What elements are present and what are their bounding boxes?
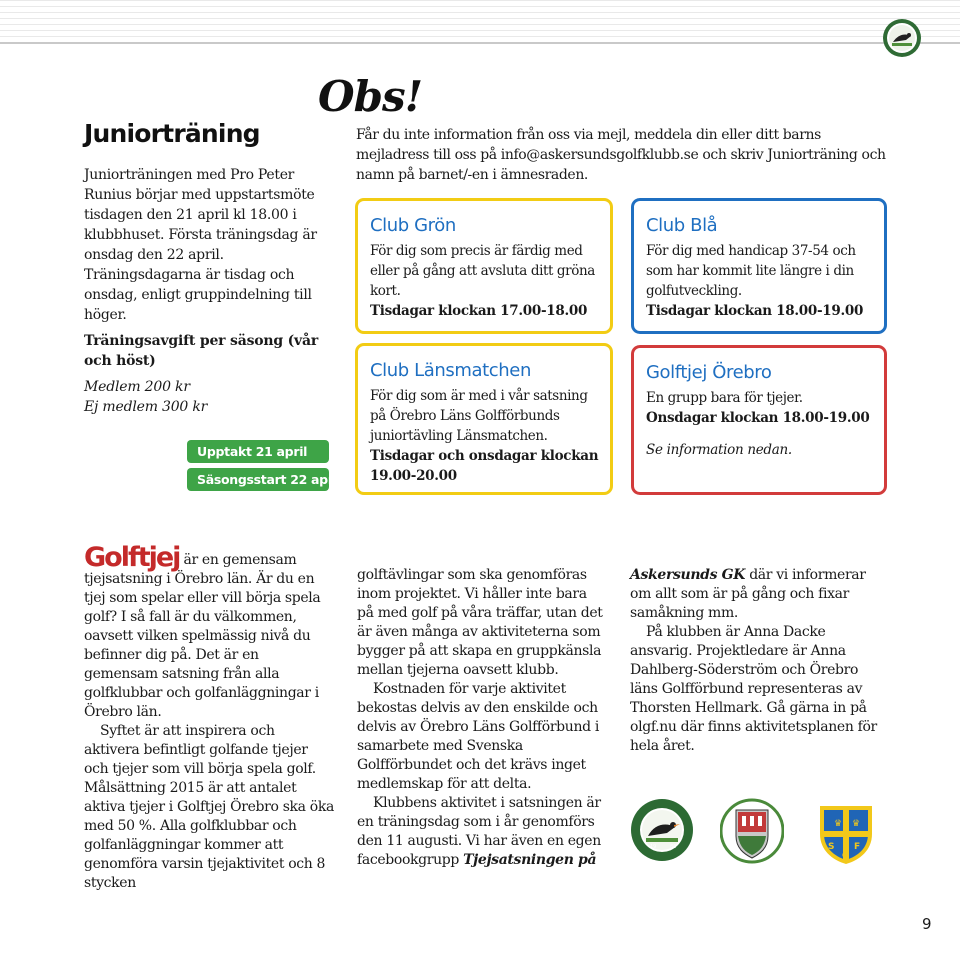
- club-lans-desc: För dig som är med i vår satsning på Örebro Läns Golfförbunds juniortävling Länsmatchen.: [370, 388, 588, 444]
- svg-text:♛: ♛: [852, 819, 861, 829]
- club-bla-title: Club Blå: [646, 215, 718, 236]
- article-column-1: [84, 542, 334, 893]
- fee-list: [84, 377, 207, 417]
- fee-member: Medlem 200 kr: [84, 379, 190, 395]
- fee-nonmember: Ej medlem 300 kr: [84, 399, 208, 415]
- obs-heading: Obs!: [318, 72, 423, 121]
- article-column-3: [630, 566, 885, 756]
- header-stripe: [0, 0, 960, 44]
- club-lans-box: [355, 343, 613, 495]
- club-lans-time: Tisdagar och onsdagar klockan 19.00-20.00: [370, 448, 599, 484]
- club-bla-time: Tisdagar klockan 18.00-19.00: [646, 303, 864, 319]
- season-start-badge: Säsongsstart 22 april: [187, 468, 329, 491]
- club-orebro-title: Golftjej Örebro: [646, 362, 772, 383]
- article-col3-para1-text: där vi informerar om allt som är på gång och fixar samåkning mm.: [630, 567, 866, 621]
- article-col2-para3-text: Klubbens aktivitet i satsningen är en träningsdag som i år genomförs den 11 augusti. Vi har även en egen facebookgrupp: [357, 795, 601, 868]
- club-gron-time: Tisdagar klockan 17.00-18.00: [370, 303, 588, 319]
- svg-text:19: 19: [650, 844, 657, 850]
- svg-text:80: 80: [670, 844, 677, 850]
- article-col3-para2: På klubben är Anna Dacke ansvarig. Projektledare är Anna Dahlberg-Söderström och Örebro läns Golfförbund representeras av Thorsten Hellmark. Gå gärna in på olgf.nu där finns aktivitetsplanen för hela året.: [630, 624, 877, 754]
- club-orebro-box: [631, 345, 887, 495]
- svg-text:♛: ♛: [834, 819, 843, 829]
- club-logo-icon: [882, 18, 922, 58]
- club-gron-box: [355, 198, 613, 334]
- club-orebro-desc: En grupp bara för tjejer.: [646, 390, 803, 406]
- club-bla-desc: För dig med handicap 37-54 och som har kommit lite längre i din golfutveckling.: [646, 243, 856, 299]
- svg-text:F: F: [854, 842, 861, 852]
- kickoff-badge: Upptakt 21 april: [187, 440, 329, 463]
- article-col1-para1-text: är en gemensam tjejsatsning i Örebro län. Är du en tjej som spelar eller vill börja spela golf? I så fall är du välkommen, oavsett vilken spelmässig nivå du befinner dig på. Det är en gemensam satsning från alla golfklubbar och golfanläggningar i Örebro län.: [84, 552, 321, 720]
- svg-text:G: G: [842, 851, 849, 860]
- article-col2-para2: Kostnaden för varje aktivitet bekostas delvis av den enskilde och delvis av Örebro Läns Golfförbund i samarbete med Svenska Golfförbundet och det krävs inget medlemskap för att delta.: [357, 681, 599, 792]
- junior-training-body: Juniorträningen med Pro Peter Runius börjar med uppstartsmöte tisdagen den 21 april kl 18.00 i klubbhuset. Första träningsdag är onsdag den 22 april. Träningsdagarna är tisdag och onsdag, enligt gruppindelning till höger.: [84, 167, 317, 323]
- obs-text: Får du inte information från oss via mejl, meddela din eller ditt barns mejladress till oss på info@askersundsgolfklubb.se och skriv Juniorträning och namn på barnet/-en i ämnesraden.: [356, 127, 886, 183]
- sfg-logo-icon: [814, 800, 878, 866]
- askersunds-gk-name: Askersunds GK: [630, 567, 746, 583]
- article-col2-para3: [357, 794, 607, 870]
- club-gron-title: Club Grön: [370, 215, 456, 236]
- article-column-2: [357, 566, 607, 870]
- club-gron-desc: För dig som precis är färdig med eller på gång att avsluta ditt gröna kort.: [370, 243, 595, 299]
- club-bla-box: [631, 198, 887, 334]
- club-orebro-note: Se information nedan.: [646, 442, 792, 458]
- article-col1-para2: Syftet är att inspirera och aktivera befintligt golfande tjejer och tjejer som vill börja spela golf. Målsättning 2015 är att antalet aktiva tjejer i Golftjej Örebro ska öka med 50 %. Alla golfklubbar och golfanläggningar kommer att genomföra varsin tjejaktivitet och 8 stycken: [84, 723, 334, 891]
- junior-training-title: Juniorträning: [84, 119, 260, 148]
- facebook-group-name: Tjejsatsningen på: [463, 852, 597, 868]
- orebro-crest-icon: [720, 796, 784, 866]
- article-col3-para1: [630, 566, 885, 623]
- fee-title: Träningsavgift per säsong (vår och höst): [84, 333, 319, 369]
- club-orebro-time: Onsdagar klockan 18.00-19.00: [646, 410, 870, 426]
- askersund-gk-logo-icon: [630, 798, 694, 862]
- svg-text:S: S: [828, 842, 835, 852]
- club-lans-title: Club Länsmatchen: [370, 360, 531, 381]
- golftjej-lead-word: Golftjej: [84, 542, 180, 573]
- page-number: 9: [922, 915, 932, 933]
- article-col2-para1: golftävlingar som ska genomföras inom projektet. Vi håller inte bara på med golf på våra träffar, utan det är även många av aktiviteterna som bygger på att skapa en gruppkänsla mellan tjejerna oavsett klubb.: [357, 567, 603, 678]
- article-col1-para1: [84, 542, 334, 722]
